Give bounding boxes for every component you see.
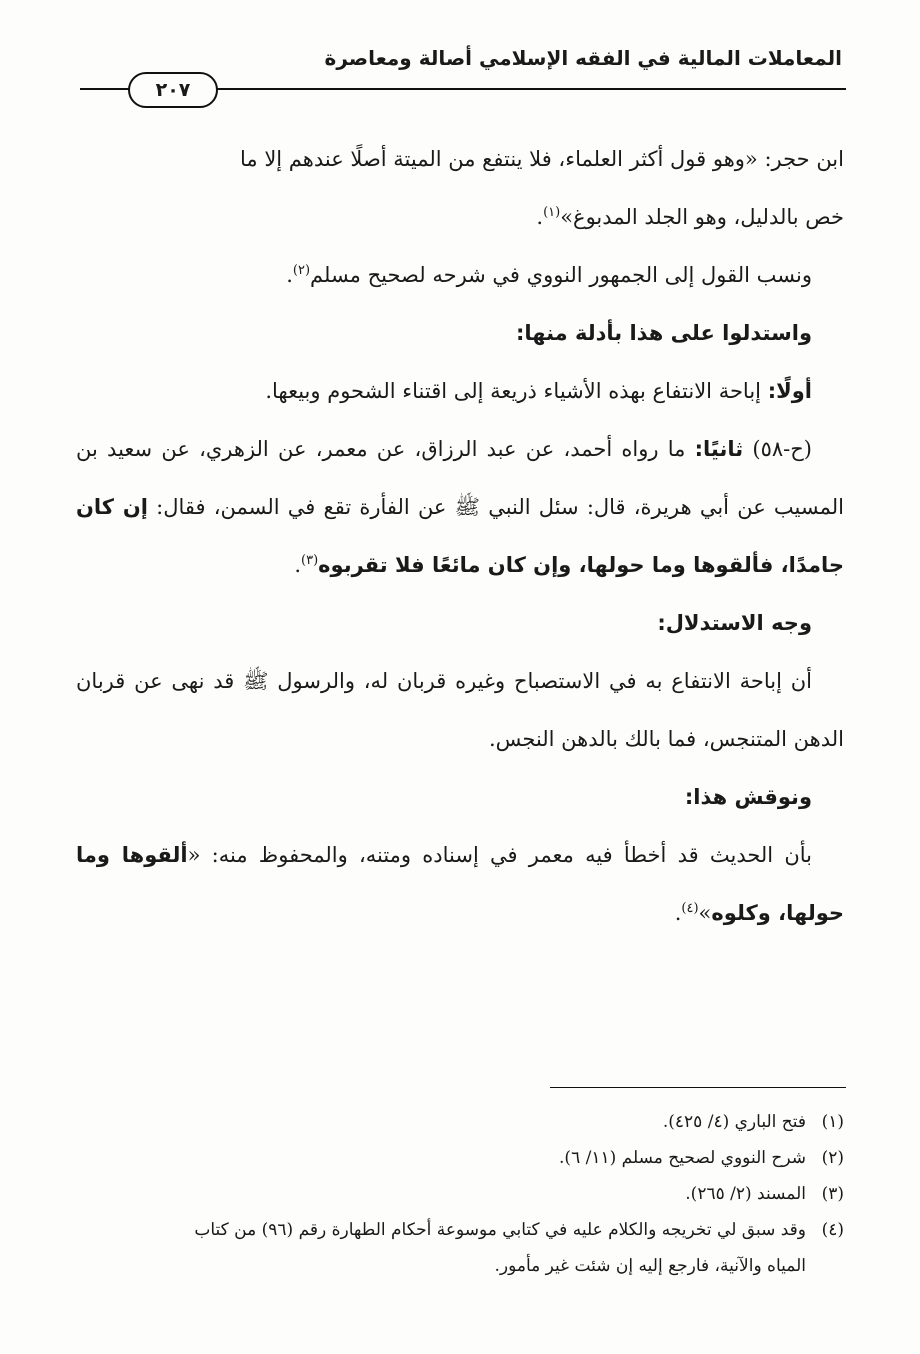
paragraph-ibn-hajar-quote: ابن حجر: «وهو قول أكثر العلماء، فلا ينتفع من الميتة أصلًا عندهم إلا ما خص بالدليل، وهو الجلد المدبوغ»$^{(١)}$. — [240, 147, 844, 229]
heading-discussion: ونوقش هذا: — [684, 785, 812, 809]
heading-evidence: واستدلوا على هذا بأدلة منها: — [515, 321, 812, 345]
label-second: ثانيًا: — [694, 437, 744, 461]
footnote-ref-2: (٢) — [292, 263, 311, 278]
text-line: خص بالدليل، وهو الجلد المدبوغ» — [560, 205, 844, 229]
preserved-quote: ألقوها وما حولها، وكلوه — [76, 843, 844, 925]
text-span: إباحة الانتفاع بهذه الأشياء ذريعة إلى اقتناء الشحوم وبيعها. — [265, 379, 762, 403]
paragraph-discussion: بأن الحديث قد أخطأ فيه معمر في إسناده ومتنه، والمحفوظ منه: «ألقوها وما حولها، وكلوه»$^{(٤)}$. — [76, 843, 844, 925]
footnote-number: (٤) — [821, 1220, 844, 1240]
text-span: ونسب القول إلى الجمهور النووي في شرحه لصحيح مسلم — [310, 263, 812, 287]
footnotes — [76, 1104, 844, 1284]
footnote-text: شرح النووي لصحيح مسلم (١١/ ٦). — [559, 1148, 806, 1168]
text-line: ابن حجر: «وهو قول أكثر العلماء، فلا ينتفع من الميتة أصلًا عندهم إلا ما — [240, 147, 844, 171]
footnote-text: وقد سبق لي تخريجه والكلام عليه في كتابي موسوعة أحكام الطهارة رقم (٩٦) من كتاب — [194, 1220, 806, 1240]
paragraph-second-evidence: (ح-٥٨) ثانيًا: ما رواه أحمد، عن عبد الرزاق، عن معمر، عن الزهري، عن سعيد بن المسيب عن أبي هريرة، قال: سئل النبي ﷺ عن الفأرة تقع في السمن، فقال: إن كان جامدًا، فألقوها وما حولها، وإن كان مائعًا فلا تقربوه$^{(٣)}$. — [76, 437, 844, 577]
running-header-title: المعاملات المالية في الفقه الإسلامي أصالة ومعاصرة — [324, 46, 842, 70]
hadith-number: (ح-٥٨) — [752, 437, 812, 461]
page-number: ٢٠٧ — [128, 72, 218, 108]
quote-close: » — [698, 901, 712, 925]
footnote-rule — [550, 1087, 846, 1088]
label-first: أولًا: — [767, 379, 812, 403]
paragraph-inference: أن إباحة الانتفاع به في الاستصباح وغيره قربان له، والرسول ﷺ قد نهى عن قربان الدهن المتنجس، فما بالك بالدهن النجس. — [76, 669, 844, 751]
footnote-ref-4: (٤) — [681, 901, 699, 916]
footnote-number: (٢) — [821, 1148, 844, 1168]
footnote-ref-3: (٣) — [301, 553, 319, 568]
text-span: بأن الحديث قد أخطأ فيه معمر في إسناده ومتنه، والمحفوظ منه: « — [187, 843, 813, 867]
footnote-ref-1: (١) — [543, 205, 561, 220]
hadith-quote: إن كان جامدًا، فألقوها وما حولها، وإن كان مائعًا فلا تقربوه — [76, 495, 844, 577]
footnote-2 — [76, 1140, 844, 1176]
footnote-number: (٣) — [821, 1184, 844, 1204]
paragraph-first-evidence — [76, 362, 844, 420]
heading-inference: وجه الاستدلال: — [657, 611, 812, 635]
footnote-number: (١) — [821, 1112, 844, 1132]
footnote-1 — [76, 1104, 844, 1140]
footnote-4 — [76, 1212, 844, 1248]
paragraph-nawawi: ونسب القول إلى الجمهور النووي في شرحه لصحيح مسلم$^{(٢)}$. — [286, 263, 812, 287]
footnote-3 — [76, 1176, 844, 1212]
footnote-text: فتح الباري (٤/ ٤٢٥). — [662, 1112, 806, 1132]
main-text — [76, 130, 844, 942]
footnote-4-continuation: المياه والآنية، فارجع إليه إن شئت غير مأمور. — [494, 1256, 806, 1276]
footnote-text: المسند (٢/ ٢٦٥). — [685, 1184, 806, 1204]
text-span: ما رواه أحمد، عن عبد الرزاق، عن معمر، عن الزهري، عن سعيد بن المسيب عن أبي هريرة، قال: سئل النبي ﷺ عن الفأرة تقع في السمن، فقال: — [76, 437, 844, 519]
